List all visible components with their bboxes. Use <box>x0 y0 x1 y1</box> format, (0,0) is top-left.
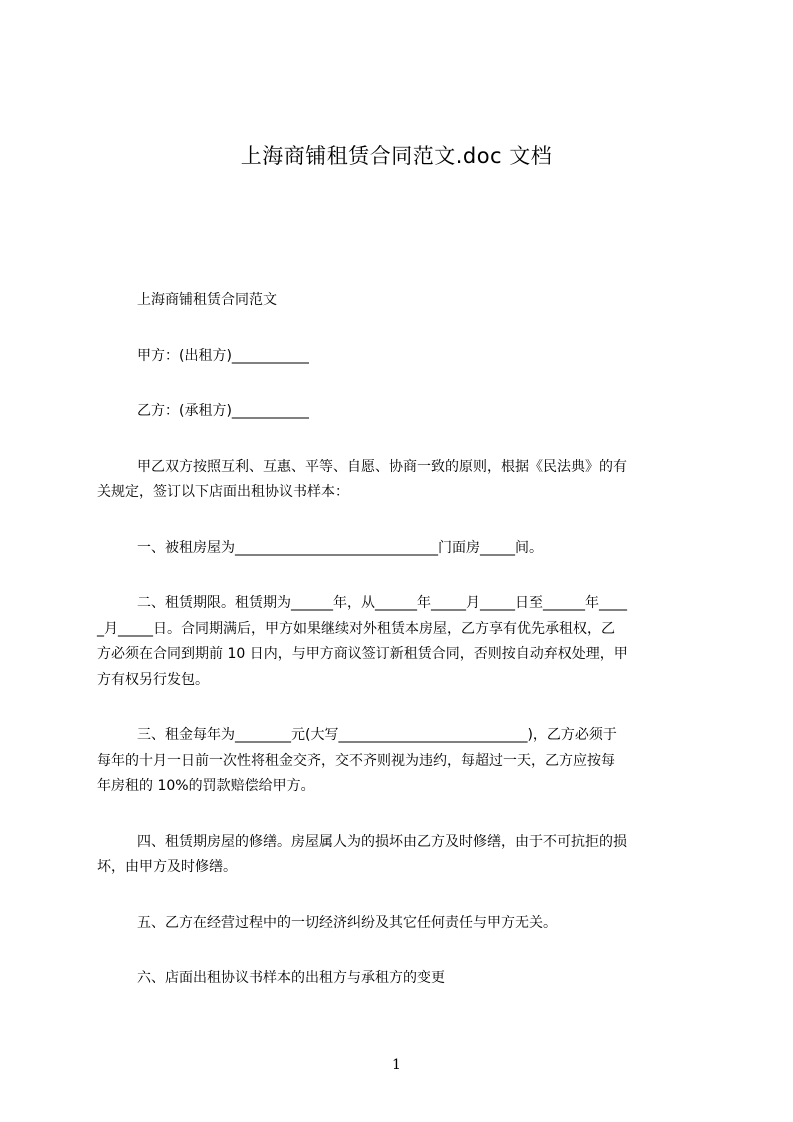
paragraph-clause-6 <box>97 966 701 992</box>
party-b-line-1: 乙方：(承租方)___________ <box>137 403 309 419</box>
paragraph-spacer <box>97 881 701 911</box>
page-number: 1 <box>392 1057 401 1073</box>
paragraph-heading <box>97 288 701 314</box>
paragraph-spacer <box>97 425 701 455</box>
clause-3-line-1: 三、租金每年为________元(大写___________________________)，乙方必须于 <box>137 727 617 743</box>
paragraph-spacer <box>97 936 701 966</box>
paragraph-heading-line-1: 上海商铺租赁合同范文 <box>137 292 277 308</box>
document-body <box>97 288 701 992</box>
clause-5-line-1: 五、乙方在经营过程中的一切经济纠纷及其它任何责任与甲方无关。 <box>137 914 557 931</box>
clause-4-line-1: 四、租赁期房屋的修缮。房屋属人为的损坏由乙方及时修缮，由于不可抗拒的损 <box>137 833 627 850</box>
paragraph-preamble <box>97 455 701 506</box>
clause-2-line-2: _月_____日。合同期满后，甲方如果继续对外租赁本房屋，乙方享有优先承租权，乙 <box>97 620 615 637</box>
clause-6-line-1: 六、店面出租协议书样本的出租方与承租方的变更 <box>137 970 445 986</box>
clause-4-line-2: 坏，由甲方及时修缮。 <box>97 859 237 875</box>
paragraph-clause-4 <box>97 830 701 881</box>
clause-2-line-3: 方必须在合同到期前 10 日内，与甲方商议签订新租赁合同，否则按自动弃权处理，甲 <box>97 646 628 662</box>
paragraph-party-a <box>97 344 701 370</box>
paragraph-party-b <box>97 399 701 425</box>
preamble-line-1: 甲乙双方按照互利、互惠、平等、自愿、协商一致的原则，根据《民法典》的有 <box>137 458 627 475</box>
clause-3-line-2: 每年的十月一日前一次性将租金交齐，交不齐则视为违约，每超过一天，乙方应按每 <box>97 752 615 769</box>
paragraph-spacer <box>97 800 701 830</box>
preamble-line-2: 关规定，签订以下店面出租协议书样本： <box>97 484 349 500</box>
paragraph-clause-2 <box>97 591 701 693</box>
paragraph-clause-5 <box>97 911 701 937</box>
paragraph-spacer <box>97 314 701 344</box>
paragraph-clause-3 <box>97 723 701 800</box>
document-title: 上海商铺租赁合同范文.doc 文档 <box>240 144 553 168</box>
clause-3-line-3: 年房租的 10%的罚款赔偿给甲方。 <box>97 778 315 794</box>
clause-2-line-4: 方有权另行发包。 <box>97 671 209 688</box>
paragraph-spacer <box>97 561 701 591</box>
party-a-line-1: 甲方：(出租方)___________ <box>137 347 309 364</box>
clause-1-line-1: 一、被租房屋为_____________________________门面房_____间。 <box>137 539 543 556</box>
clause-2-line-1: 二、租赁期限。租赁期为______年，从______年_____月_____日至______年____ <box>137 595 627 611</box>
paragraph-spacer <box>97 693 701 723</box>
paragraph-spacer <box>97 369 701 399</box>
paragraph-spacer <box>97 506 701 536</box>
paragraph-clause-1 <box>97 536 701 562</box>
